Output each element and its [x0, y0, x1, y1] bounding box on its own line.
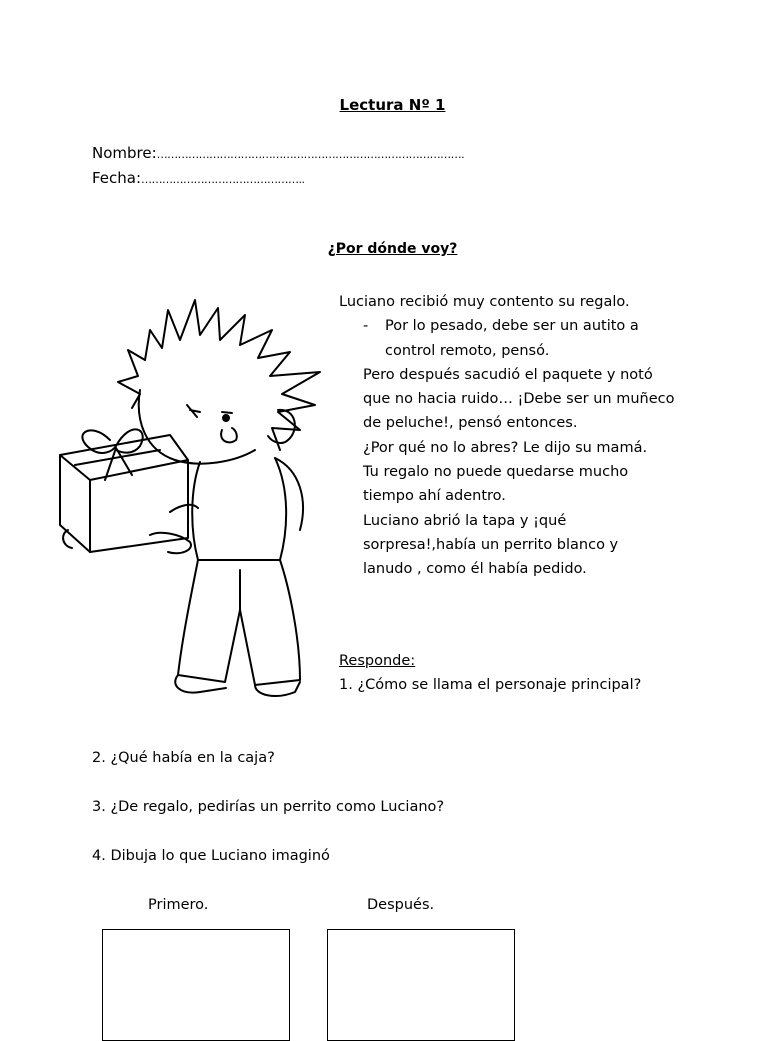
- page-title: Lectura Nº 1: [339, 96, 446, 114]
- reading-subtitle: ¿Por dónde voy?: [327, 241, 458, 257]
- story-line: lanudo , como él había pedido.: [363, 561, 587, 578]
- question-1: 1. ¿Cómo se llama el personaje principal?: [339, 677, 642, 693]
- name-label: Nombre:: [92, 144, 157, 162]
- story-line: control remoto, pensó.: [385, 342, 550, 359]
- responde-heading: Responde:: [339, 653, 416, 669]
- second-column-label: Después.: [367, 897, 435, 913]
- name-blank: …………………………………………………………………………….: [156, 148, 465, 161]
- drawing-box-second[interactable]: [327, 929, 515, 1041]
- story-line: que no hacia ruido… ¡Debe ser un muñeco: [363, 391, 675, 408]
- boy-holding-gift-icon: [50, 290, 330, 710]
- story-line: Luciano abrió la tapa y ¡qué: [363, 512, 567, 529]
- story-line: [339, 314, 739, 338]
- story-line: tiempo ahí adentro.: [363, 488, 506, 505]
- story-line: Tu regalo no puede quedarse mucho: [363, 464, 629, 481]
- date-label: Fecha:: [92, 169, 142, 187]
- date-blank: ………………………………………..: [141, 173, 305, 186]
- story-line: Pero después sacudió el paquete y notó: [363, 366, 653, 383]
- story-text: [339, 290, 739, 582]
- story-line-text: Por lo pesado, debe ser un autito a: [385, 318, 639, 335]
- story-line: Luciano recibió muy contento su regalo.: [339, 294, 630, 310]
- dash-bullet: -: [363, 318, 369, 335]
- question-3: 3. ¿De regalo, pedirías un perrito como Luciano?: [92, 799, 445, 815]
- story-line: de peluche!, pensó entonces.: [363, 415, 578, 432]
- question-2: 2. ¿Qué había en la caja?: [92, 750, 275, 766]
- story-line: ¿Por qué no lo abres? Le dijo su mamá.: [363, 439, 648, 456]
- story-line: sorpresa!,había un perrito blanco y: [363, 536, 619, 553]
- question-4: 4. Dibuja lo que Luciano imaginó: [92, 848, 330, 864]
- drawing-box-first[interactable]: [102, 929, 290, 1041]
- date-field: [92, 169, 305, 187]
- first-column-label: Primero.: [148, 897, 209, 913]
- name-field: [92, 144, 464, 162]
